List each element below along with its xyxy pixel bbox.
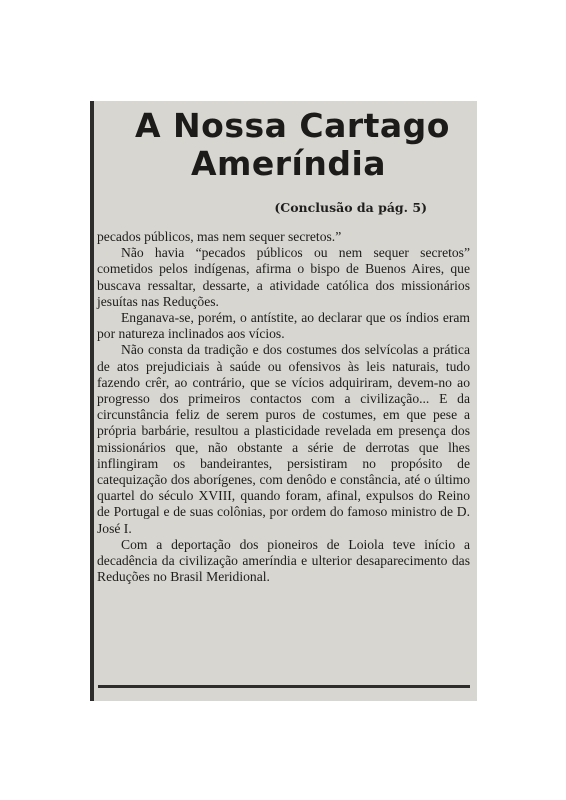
left-column-rule	[90, 101, 94, 701]
headline-line-2: Ameríndia	[190, 144, 387, 183]
newspaper-clipping	[90, 101, 477, 701]
paragraph-4: Não consta da tradição e dos costumes dos selvícolas a prática de atos prejudiciais à saúde ou ofensivos às leis naturais, tudo fazendo crêr, ao contrário, que se vícios adquiriram, devem-no ao progresso dos primeiros contactos com a civilização... E da circunstância feliz de serem puros de costumes, em que pese a própria barbárie, resultou a plasticidade revelada em presença dos missionários que, não obstante a série de derrotas que lhes inflingiram os bandeirantes, persistiram no propósito de catequização dos aborígenes, com denôdo e constância, até o último quartel do século XVIII, quando foram, afinal, expulsos do Reino de Portugal e de suas colônias, por ordem do famoso ministro de D. José I.	[97, 342, 470, 536]
paragraph-1: pecados públicos, mas nem sequer secretos.”	[97, 229, 342, 244]
paragraph-5: Com a deportação dos pioneiros de Loiola teve início a decadência da civilização ameríndia e ulterior desaparecimento das Reduções no Brasil Meridional.	[97, 536, 470, 585]
bottom-rule	[98, 685, 470, 688]
article-body	[97, 229, 470, 585]
continuation-note: (Conclusão da pág. 5)	[274, 200, 427, 215]
paragraph-3: Enganava-se, porém, o antístite, ao declarar que os índios eram por natureza inclinados aos vícios.	[97, 310, 470, 342]
paragraph-2: Não havia “pecados públicos ou nem sequer secretos” cometidos pelos indígenas, afirma o bispo de Buenos Aires, que buscava ressaltar, dessarte, a atividade católica dos missionários jesuítas nas Reduções.	[97, 245, 470, 309]
article-headline	[94, 107, 477, 183]
headline-line-1: A Nossa Cartago	[135, 106, 450, 145]
